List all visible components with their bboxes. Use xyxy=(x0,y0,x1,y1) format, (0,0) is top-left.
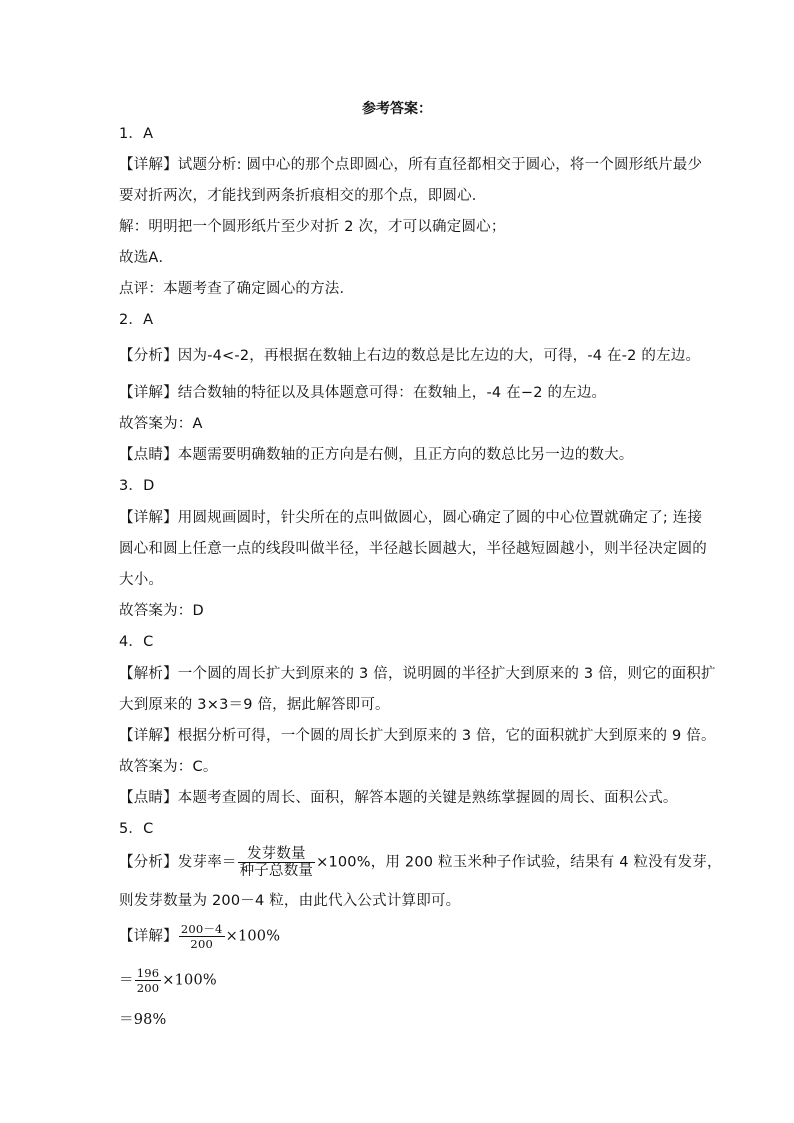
q1-answer: 1．A xyxy=(119,126,154,142)
q5-result: ＝98% xyxy=(119,1012,167,1028)
q2-answer: 2．A xyxy=(119,312,154,328)
calc-fraction-1 xyxy=(179,922,225,951)
q4-answer: 4．C xyxy=(119,634,154,650)
fraction-denominator: 种子总数量 xyxy=(239,863,314,879)
q5-detail xyxy=(119,922,280,951)
q2-remark: 【点睛】本题需要明确数轴的正方向是右侧，且正方向的数总比另一边的数大。 xyxy=(119,447,634,463)
q5-analysis-line2: 则发芽数量为 200－4 粒，由此代入公式计算即可。 xyxy=(119,893,461,909)
q5-analysis-suffix: ×100%，用 200 粒玉米种子作试验，结果有 4 粒没有发芽， xyxy=(316,854,722,871)
q5-step2-suffix: ×100% xyxy=(162,972,217,989)
germination-rate-fraction xyxy=(238,846,316,879)
q1-comment: 点评：本题考查了确定圆心的方法． xyxy=(119,281,355,297)
fraction-numerator: 196 xyxy=(136,966,160,980)
q4-final: 故答案为：C。 xyxy=(119,759,218,775)
q5-detail-prefix: 【详解】 xyxy=(119,928,178,945)
fraction-numerator: 200－4 xyxy=(180,922,223,936)
q2-detail: 【详解】结合数轴的特征以及具体题意可得：在数轴上，-4 在−2 的左边。 xyxy=(119,385,607,401)
q3-detail-line2: 圆心和圆上任意一点的线段叫做半径，半径越长圆越大，半径越短圆越小，则半径决定圆的 xyxy=(119,541,707,557)
q4-analysis-line1: 【解析】一个圆的周长扩大到原来的 3 倍，说明圆的半径扩大到原来的 3 倍，则它的面积扩 xyxy=(119,666,716,682)
q1-solution: 解：明明把一个圆形纸片至少对折 2 次，才可以确定圆心； xyxy=(119,219,506,235)
q3-detail-line1: 【详解】用圆规画圆时，针尖所在的点叫做圆心，圆心确定了圆的中心位置就确定了; 连接 xyxy=(119,510,703,526)
calc-fraction-2 xyxy=(135,966,162,995)
q1-choice: 故选A． xyxy=(119,250,174,266)
q4-remark: 【点睛】本题考查圆的周长、面积，解答本题的关键是熟练掌握圆的周长、面积公式。 xyxy=(119,790,678,806)
q5-answer: 5．C xyxy=(119,821,154,837)
q3-answer: 3．D xyxy=(119,478,155,494)
page-title: 参考答案： xyxy=(362,101,432,117)
q3-final: 故答案为：D xyxy=(119,603,204,619)
fraction-denominator: 200 xyxy=(190,937,213,951)
q4-detail: 【详解】根据分析可得，一个圆的周长扩大到原来的 3 倍，它的面积就扩大到原来的 9 倍。 xyxy=(119,728,716,744)
q3-detail-line3: 大小。 xyxy=(119,572,164,588)
q5-step2 xyxy=(119,966,217,995)
q1-detail-line1: 【详解】试题分析: 圆中心的那个点即圆心，所有直径都相交于圆心，将一个圆形纸片最少 xyxy=(119,157,703,173)
q4-analysis-line2: 大到原来的 3×3＝9 倍，据此解答即可。 xyxy=(119,697,390,713)
q5-detail-suffix: ×100% xyxy=(225,928,281,945)
q2-final: 故答案为：A xyxy=(119,416,203,432)
q5-analysis-prefix: 【分析】发芽率＝ xyxy=(119,854,237,871)
q2-analysis: 【分析】因为-4<-2，再根据在数轴上右边的数总是比左边的大，可得，-4 在-2 的左边。 xyxy=(119,348,701,364)
q1-detail-line2: 要对折两次，才能找到两条折痕相交的那个点，即圆心． xyxy=(119,188,487,204)
q5-analysis-line1 xyxy=(119,846,722,879)
fraction-denominator: 200 xyxy=(136,981,160,995)
equals-sign: ＝ xyxy=(119,972,134,989)
fraction-numerator: 发芽数量 xyxy=(238,846,316,863)
